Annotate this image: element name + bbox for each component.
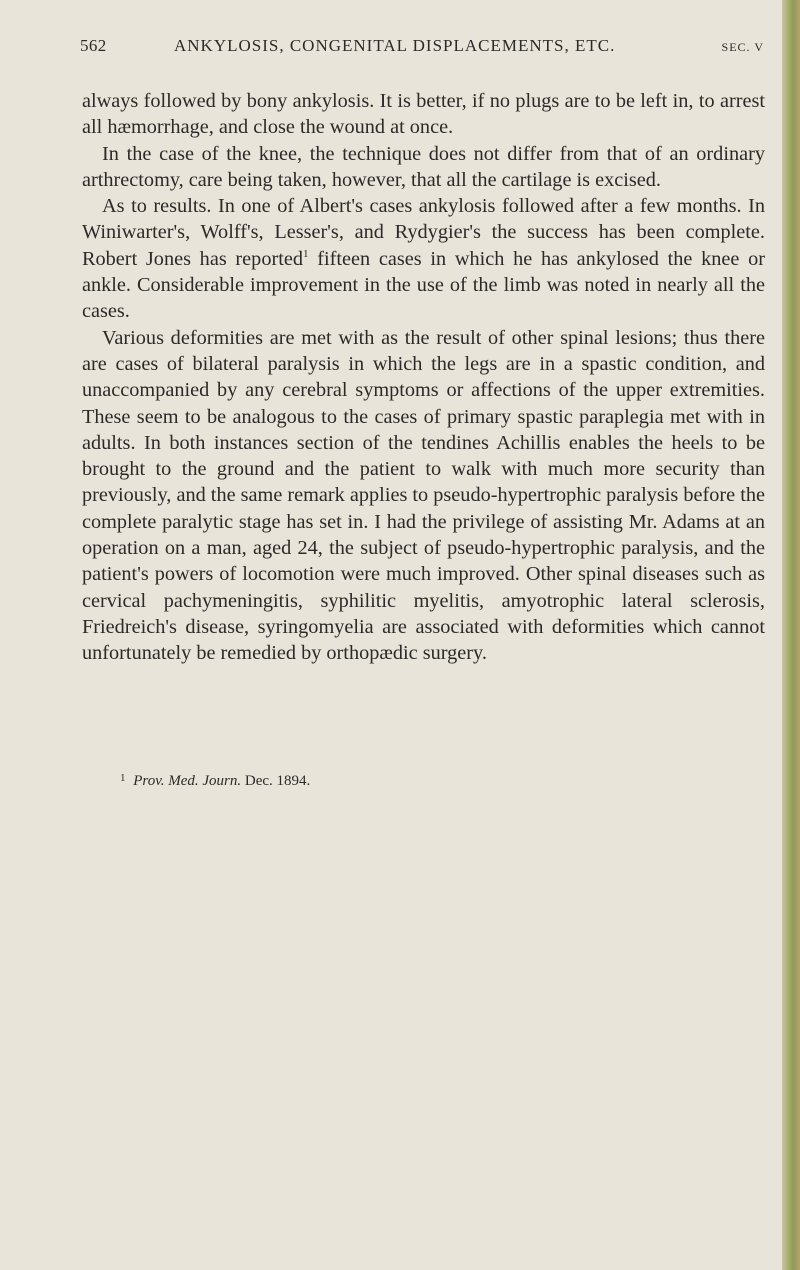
- section-label: SEC. V: [721, 40, 764, 54]
- footnote-ref-mark[interactable]: 1: [303, 248, 309, 261]
- running-header: [80, 36, 764, 58]
- footnote-source: Prov. Med. Journ.: [133, 773, 242, 789]
- running-title: ANKYLOSIS, CONGENITAL DISPLACEMENTS, ETC.: [174, 36, 616, 55]
- footnote: [120, 768, 720, 791]
- body-text: [82, 88, 765, 667]
- paragraph-2: In the case of the knee, the technique does not differ from that of an ordinary arthrectomy, care being taken, however, that all the cartilage is excised.: [82, 142, 765, 191]
- page-number: 562: [80, 36, 107, 55]
- paragraph-3-text-a: As to results. In one of Albert's cases ankylosis followed after a few months. In Winiwarter's, Wolff's, Lesser's, and Rydygier's the success has been complete. Robert Jones has reported: [82, 195, 765, 270]
- footnote-number: 1: [120, 772, 126, 784]
- paragraph-1: always followed by bony ankylosis. It is better, if no plugs are to be left in, to arrest all hæmorrhage, and close the wound at once.: [82, 90, 765, 139]
- page-edge-strip: [782, 0, 800, 1270]
- paragraph-4: Various deformities are met with as the result of other spinal lesions; thus there are cases of bilateral paralysis in which the legs are in a spastic condition, and unaccompanied by any cerebral symptoms or affections of the upper extremities. These seem to be analogous to the cases of primary spastic paraplegia met with in adults. In both instances section of the tendines Achillis enables the heels to be brought to the ground and the patient to walk with much more security than previously, and the same remark applies to pseudo-hypertrophic paralysis before the complete paralytic stage has set in. I had the privilege of assisting Mr. Adams at an operation on a man, aged 24, the subject of pseudo-hypertrophic paralysis, and the patient's powers of locomotion were much improved. Other spinal diseases such as cervical pachymeningitis, syphilitic myelitis, amyotrophic lateral sclerosis, Friedreich's disease, syringomyelia are associated with deformities which cannot unfortunately be remedied by orthopædic surgery.: [82, 326, 765, 665]
- paragraph-3-text-b: fifteen cases in which he has ankylosed the knee or ankle. Considerable improvement in the use of the limb was noted in nearly all the cases.: [82, 247, 765, 323]
- paragraph-3: [82, 193, 765, 324]
- footnote-date: Dec. 1894.: [244, 773, 311, 789]
